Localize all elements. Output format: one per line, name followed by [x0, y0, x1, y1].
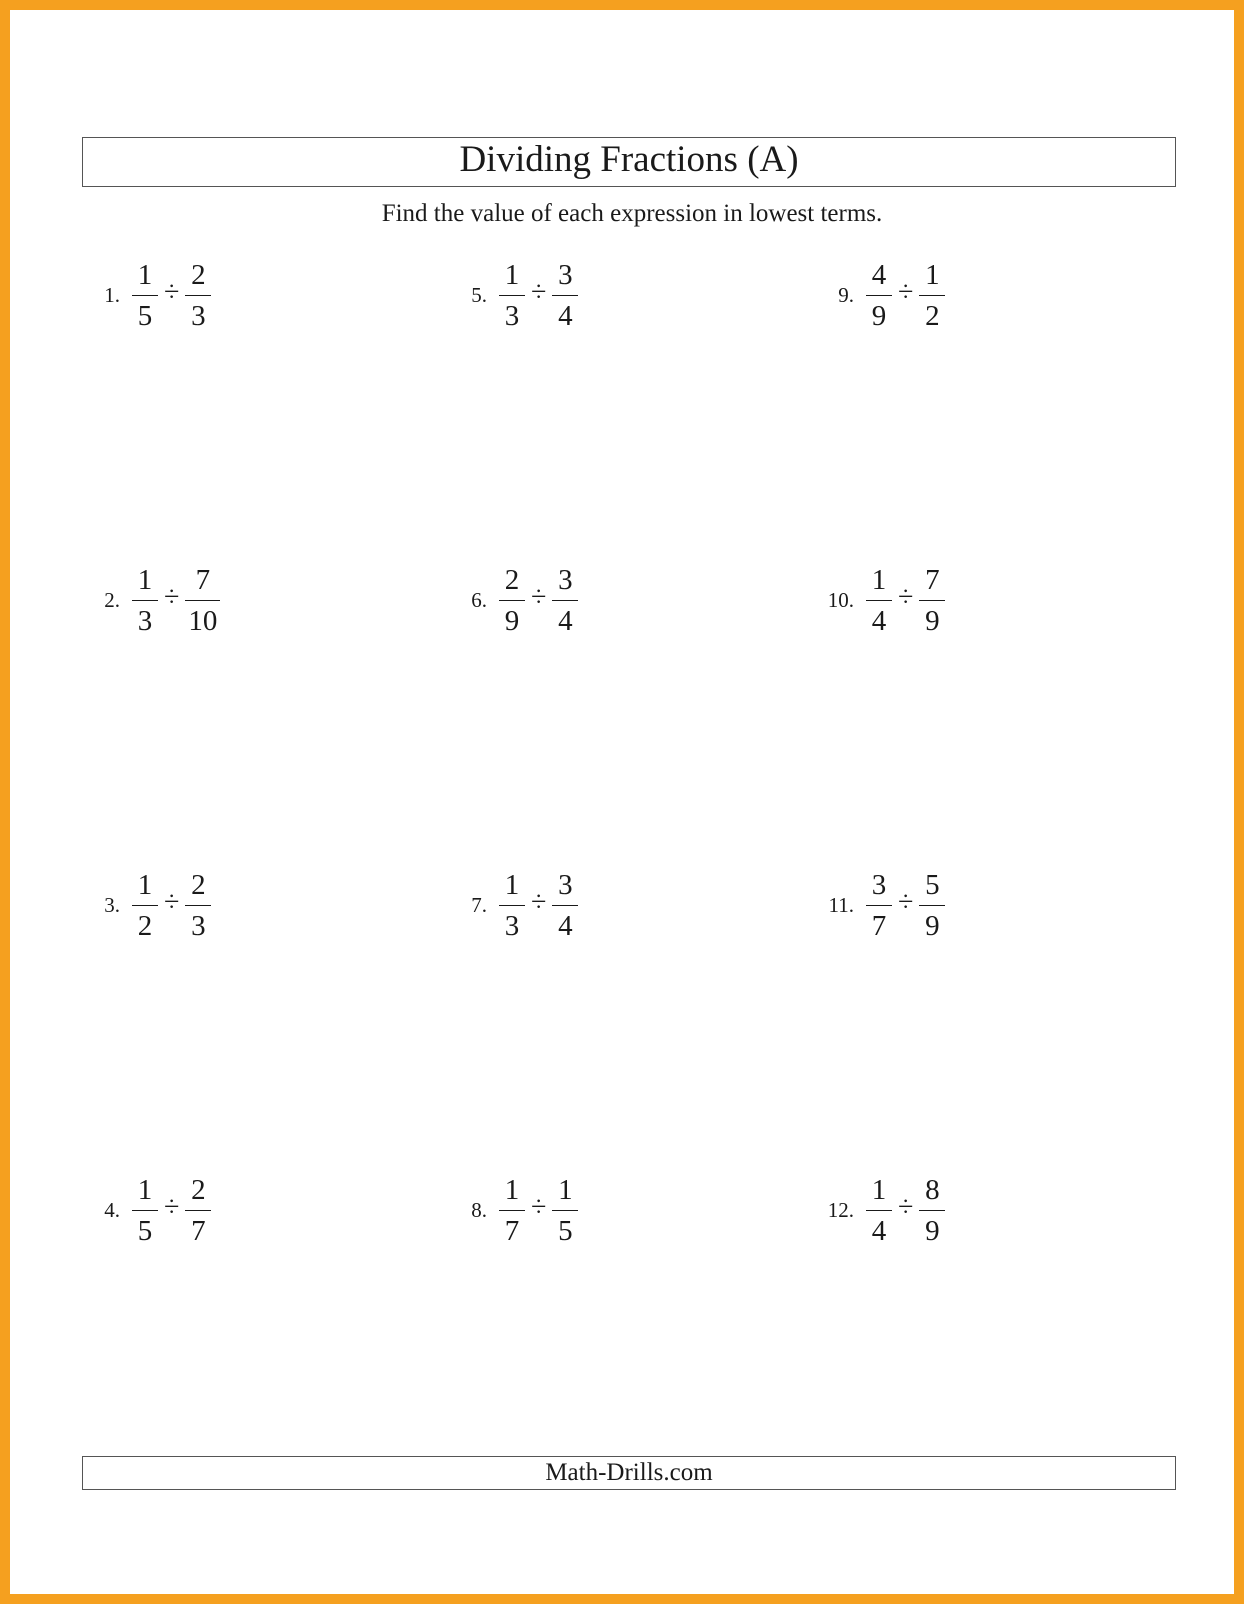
fraction-divisor	[552, 1173, 578, 1248]
divide-sign: ÷	[531, 277, 547, 308]
worksheet-title: Dividing Fractions (A)	[82, 137, 1176, 187]
problem-2	[82, 560, 220, 640]
denominator: 2	[132, 905, 158, 943]
denominator: 3	[499, 905, 525, 943]
divide-sign: ÷	[164, 582, 180, 613]
fraction-dividend	[866, 563, 892, 638]
numerator: 2	[191, 258, 206, 291]
numerator: 1	[558, 1173, 573, 1206]
problem-6	[449, 560, 578, 640]
numerator: 1	[504, 868, 520, 901]
denominator: 4	[866, 600, 892, 638]
fraction-divisor	[919, 563, 945, 638]
problem-number: 8.	[471, 1197, 487, 1222]
numerator: 1	[137, 563, 153, 596]
problem-11	[816, 865, 945, 945]
divide-sign: ÷	[164, 277, 180, 308]
problem-number: 5.	[471, 282, 487, 307]
numerator: 4	[871, 258, 887, 291]
problem-number: 10.	[827, 587, 854, 612]
fraction-divisor	[919, 1173, 945, 1248]
numerator: 2	[191, 1173, 206, 1206]
denominator: 3	[499, 295, 525, 333]
fraction-dividend	[866, 868, 892, 943]
fraction-dividend	[499, 868, 525, 943]
numerator: 1	[137, 1173, 153, 1206]
divide-sign: ÷	[898, 1192, 914, 1223]
denominator: 9	[919, 1210, 945, 1248]
fraction-divisor	[185, 868, 211, 943]
problem-8	[449, 1170, 578, 1250]
denominator: 9	[866, 295, 892, 333]
denominator: 3	[185, 905, 211, 943]
fraction-dividend	[499, 1173, 525, 1248]
problem-9	[816, 255, 945, 335]
fraction-dividend	[499, 563, 525, 638]
denominator: 5	[132, 1210, 158, 1248]
fraction-divisor	[919, 258, 945, 333]
denominator: 3	[132, 600, 158, 638]
fraction-dividend	[866, 1173, 892, 1248]
numerator: 1	[925, 258, 940, 291]
fraction-divisor	[185, 563, 220, 638]
fraction-dividend	[132, 1173, 158, 1248]
numerator: 2	[191, 868, 206, 901]
problem-7	[449, 865, 578, 945]
divide-sign: ÷	[898, 582, 914, 613]
denominator: 5	[552, 1210, 578, 1248]
denominator: 10	[185, 600, 220, 638]
numerator: 3	[558, 563, 573, 596]
fraction-dividend	[132, 563, 158, 638]
problem-number: 6.	[471, 587, 487, 612]
numerator: 1	[504, 258, 520, 291]
problem-number: 1.	[104, 282, 120, 307]
numerator: 7	[195, 563, 211, 596]
numerator: 3	[558, 868, 573, 901]
denominator: 7	[185, 1210, 211, 1248]
numerator: 3	[871, 868, 887, 901]
denominator: 4	[552, 295, 578, 333]
fraction-divisor	[185, 1173, 211, 1248]
problem-12	[816, 1170, 945, 1250]
problem-4	[82, 1170, 211, 1250]
problem-number: 11.	[828, 892, 854, 917]
problem-number: 4.	[104, 1197, 120, 1222]
divide-sign: ÷	[898, 277, 914, 308]
problem-1	[82, 255, 211, 335]
numerator: 2	[504, 563, 520, 596]
numerator: 8	[925, 1173, 940, 1206]
denominator: 2	[919, 295, 945, 333]
fraction-dividend	[132, 258, 158, 333]
problem-number: 2.	[104, 587, 120, 612]
denominator: 9	[919, 905, 945, 943]
problem-3	[82, 865, 211, 945]
problem-5	[449, 255, 578, 335]
denominator: 3	[185, 295, 211, 333]
denominator: 4	[866, 1210, 892, 1248]
fraction-divisor	[919, 868, 945, 943]
numerator: 1	[137, 868, 153, 901]
divide-sign: ÷	[164, 1192, 180, 1223]
denominator: 7	[866, 905, 892, 943]
numerator: 5	[925, 868, 940, 901]
problem-number: 9.	[838, 282, 854, 307]
fraction-dividend	[499, 258, 525, 333]
divide-sign: ÷	[531, 1192, 547, 1223]
numerator: 7	[925, 563, 940, 596]
worksheet-footer: Math-Drills.com	[82, 1456, 1176, 1490]
problem-number: 12.	[827, 1197, 854, 1222]
numerator: 1	[137, 258, 153, 291]
denominator: 4	[552, 905, 578, 943]
denominator: 7	[499, 1210, 525, 1248]
problem-10	[816, 560, 945, 640]
fraction-dividend	[866, 258, 892, 333]
fraction-divisor	[552, 258, 578, 333]
divide-sign: ÷	[898, 887, 914, 918]
fraction-dividend	[132, 868, 158, 943]
numerator: 1	[871, 563, 887, 596]
divide-sign: ÷	[164, 887, 180, 918]
numerator: 1	[871, 1173, 887, 1206]
problem-number: 7.	[471, 892, 487, 917]
denominator: 9	[499, 600, 525, 638]
denominator: 9	[919, 600, 945, 638]
denominator: 5	[132, 295, 158, 333]
numerator: 1	[504, 1173, 520, 1206]
fraction-divisor	[552, 868, 578, 943]
fraction-divisor	[185, 258, 211, 333]
numerator: 3	[558, 258, 573, 291]
divide-sign: ÷	[531, 887, 547, 918]
divide-sign: ÷	[531, 582, 547, 613]
denominator: 4	[552, 600, 578, 638]
fraction-divisor	[552, 563, 578, 638]
problem-number: 3.	[104, 892, 120, 917]
worksheet-instructions: Find the value of each expression in lowest terms.	[381, 200, 883, 227]
